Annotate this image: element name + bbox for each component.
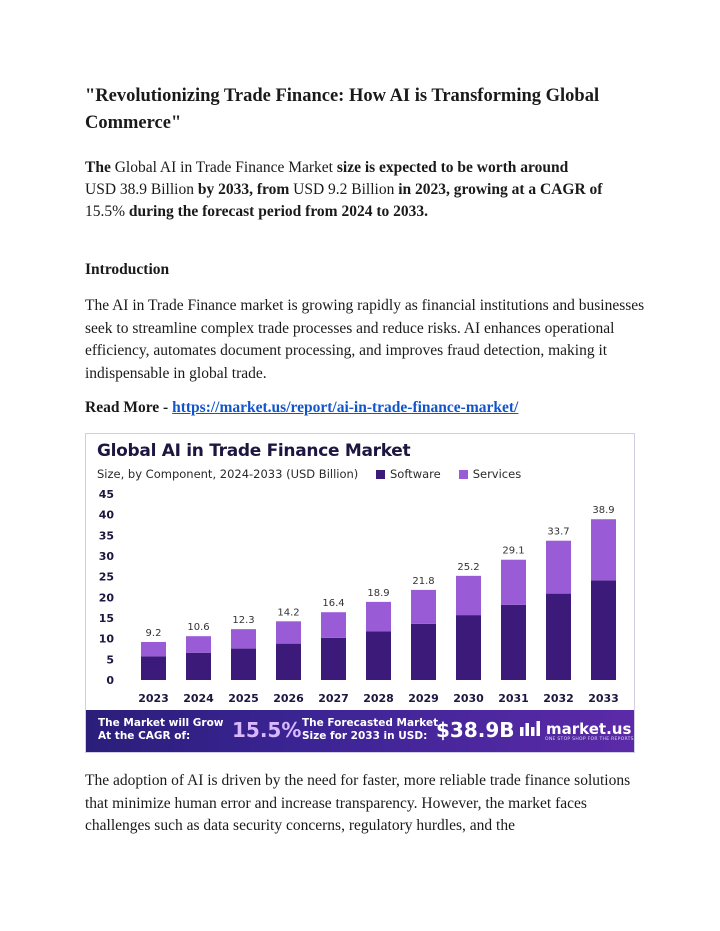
bar-services-2031 bbox=[501, 560, 526, 605]
read-more-label: Read More - bbox=[85, 399, 173, 416]
lead-paragraph bbox=[85, 157, 645, 223]
infographic-title: Global AI in Trade Finance Market bbox=[97, 441, 411, 461]
cagr-value: 15.5% bbox=[232, 718, 302, 742]
bar-services-2033 bbox=[591, 519, 616, 580]
summary-band bbox=[86, 710, 635, 752]
bar-software-2030 bbox=[456, 615, 481, 680]
bar-services-2024 bbox=[186, 636, 211, 653]
lead-forecast-period: during the forecast period from 2024 to 2033. bbox=[125, 203, 428, 220]
lead-cagr-text: in 2023, growing at a CAGR of bbox=[394, 181, 603, 198]
brand-tagline: ONE STOP SHOP FOR THE REPORTS bbox=[545, 737, 634, 742]
lead-the: The bbox=[85, 159, 111, 176]
lead-value-2033: USD 38.9 Billion bbox=[85, 181, 194, 198]
bar-services-2029 bbox=[411, 590, 436, 624]
bar-software-2024 bbox=[186, 653, 211, 680]
closing-paragraph: The adoption of AI is driven by the need for faster, more reliable trade finance solutions that minimize human error and increase transparency. However, the market faces challenges such as data security concerns, regulatory hurdles, and the bbox=[85, 772, 631, 834]
read-more bbox=[85, 397, 518, 419]
bar-software-2028 bbox=[366, 631, 391, 680]
bar-services-2023 bbox=[141, 642, 166, 656]
chart-legend bbox=[376, 467, 521, 481]
legend-services-label: Services bbox=[472, 467, 522, 481]
x-tick-label-2028: 2028 bbox=[363, 692, 394, 705]
brand-block bbox=[519, 719, 634, 742]
x-tick-label-2031: 2031 bbox=[498, 692, 529, 705]
introduction-heading: Introduction bbox=[85, 261, 170, 278]
bar-total-label-2028: 18.9 bbox=[367, 587, 390, 599]
bar-total-label-2032: 33.7 bbox=[547, 526, 570, 538]
bar-services-2028 bbox=[366, 602, 391, 631]
market-us-logo-icon bbox=[519, 719, 541, 739]
bar-total-label-2030: 25.2 bbox=[457, 561, 480, 573]
bar-software-2026 bbox=[276, 644, 301, 680]
bar-software-2023 bbox=[141, 656, 166, 680]
bar-total-label-2025: 12.3 bbox=[232, 615, 255, 627]
infographic-subtitle: Size, by Component, 2024-2033 (USD Billion) bbox=[97, 467, 359, 481]
legend-services-swatch bbox=[459, 470, 468, 479]
bar-total-label-2023: 9.2 bbox=[145, 627, 162, 639]
y-tick-label: 20 bbox=[98, 591, 114, 605]
forecast-value: $38.9B bbox=[436, 718, 515, 742]
lead-by-2033: by 2033, from bbox=[193, 181, 294, 198]
y-tick-label: 10 bbox=[98, 632, 114, 646]
y-tick-label: 15 bbox=[98, 612, 114, 625]
bar-software-2031 bbox=[501, 605, 526, 680]
legend-services bbox=[459, 467, 522, 481]
x-tick-label-2023: 2023 bbox=[138, 692, 169, 705]
x-tick-label-2029: 2029 bbox=[408, 692, 439, 705]
lead-market-name: Global AI in Trade Finance Market bbox=[110, 159, 337, 176]
bar-services-2025 bbox=[231, 629, 256, 648]
y-tick-label: 30 bbox=[98, 550, 114, 563]
brand-name: market.us bbox=[546, 720, 632, 738]
y-tick-label: 45 bbox=[98, 488, 114, 501]
lead-value-2023: USD 9.2 Billion bbox=[293, 181, 395, 198]
bar-services-2030 bbox=[456, 576, 481, 615]
bar-services-2026 bbox=[276, 621, 301, 643]
y-tick-label: 40 bbox=[98, 508, 114, 522]
legend-software bbox=[376, 467, 441, 481]
market-infographic bbox=[85, 433, 635, 753]
x-tick-label-2025: 2025 bbox=[228, 692, 259, 705]
read-more-link[interactable]: https://market.us/report/ai-in-trade-finance-market/ bbox=[172, 399, 519, 416]
bar-total-label-2031: 29.1 bbox=[502, 545, 525, 557]
bar-total-label-2024: 10.6 bbox=[187, 622, 210, 634]
lead-cagr-value: 15.5% bbox=[85, 203, 126, 220]
bar-total-label-2026: 14.2 bbox=[277, 607, 300, 619]
bar-software-2033 bbox=[591, 580, 616, 680]
bar-software-2025 bbox=[231, 649, 256, 680]
bar-software-2027 bbox=[321, 638, 346, 680]
bar-software-2032 bbox=[546, 594, 571, 680]
x-tick-label-2033: 2033 bbox=[588, 692, 619, 705]
y-tick-label: 5 bbox=[106, 653, 114, 667]
y-tick-label: 35 bbox=[98, 529, 114, 543]
introduction-paragraph: The AI in Trade Finance market is growing rapidly as financial institutions and businesses seek to streamline complex trade processes and reduce risks. AI enhances operational efficiency, automates document processing, and improves fraud detection, making it indispensable in global trade. bbox=[85, 297, 645, 382]
bar-software-2029 bbox=[411, 624, 436, 680]
x-tick-label-2032: 2032 bbox=[543, 692, 574, 705]
x-tick-label-2030: 2030 bbox=[453, 692, 484, 705]
bar-services-2027 bbox=[321, 612, 346, 638]
x-tick-label-2027: 2027 bbox=[318, 692, 349, 705]
y-tick-label: 25 bbox=[98, 570, 114, 584]
stacked-bar-chart bbox=[86, 484, 635, 712]
legend-software-swatch bbox=[376, 470, 385, 479]
forecast-label: The Forecasted Market Size for 2033 in USD: bbox=[302, 717, 439, 742]
y-tick-label: 0 bbox=[106, 674, 114, 687]
cagr-label: The Market will Grow At the CAGR of: bbox=[98, 717, 224, 742]
article-title: "Revolutionizing Trade Finance: How AI is Transforming Global Commerce" bbox=[85, 86, 600, 133]
lead-size-text: size is expected to be worth around bbox=[336, 159, 569, 176]
legend-software-label: Software bbox=[390, 467, 441, 481]
bar-services-2032 bbox=[546, 541, 571, 594]
bar-total-label-2027: 16.4 bbox=[322, 598, 345, 610]
x-tick-label-2024: 2024 bbox=[183, 692, 214, 705]
bar-total-label-2029: 21.8 bbox=[412, 575, 435, 587]
x-tick-label-2026: 2026 bbox=[273, 692, 304, 705]
bar-total-label-2033: 38.9 bbox=[592, 505, 615, 517]
